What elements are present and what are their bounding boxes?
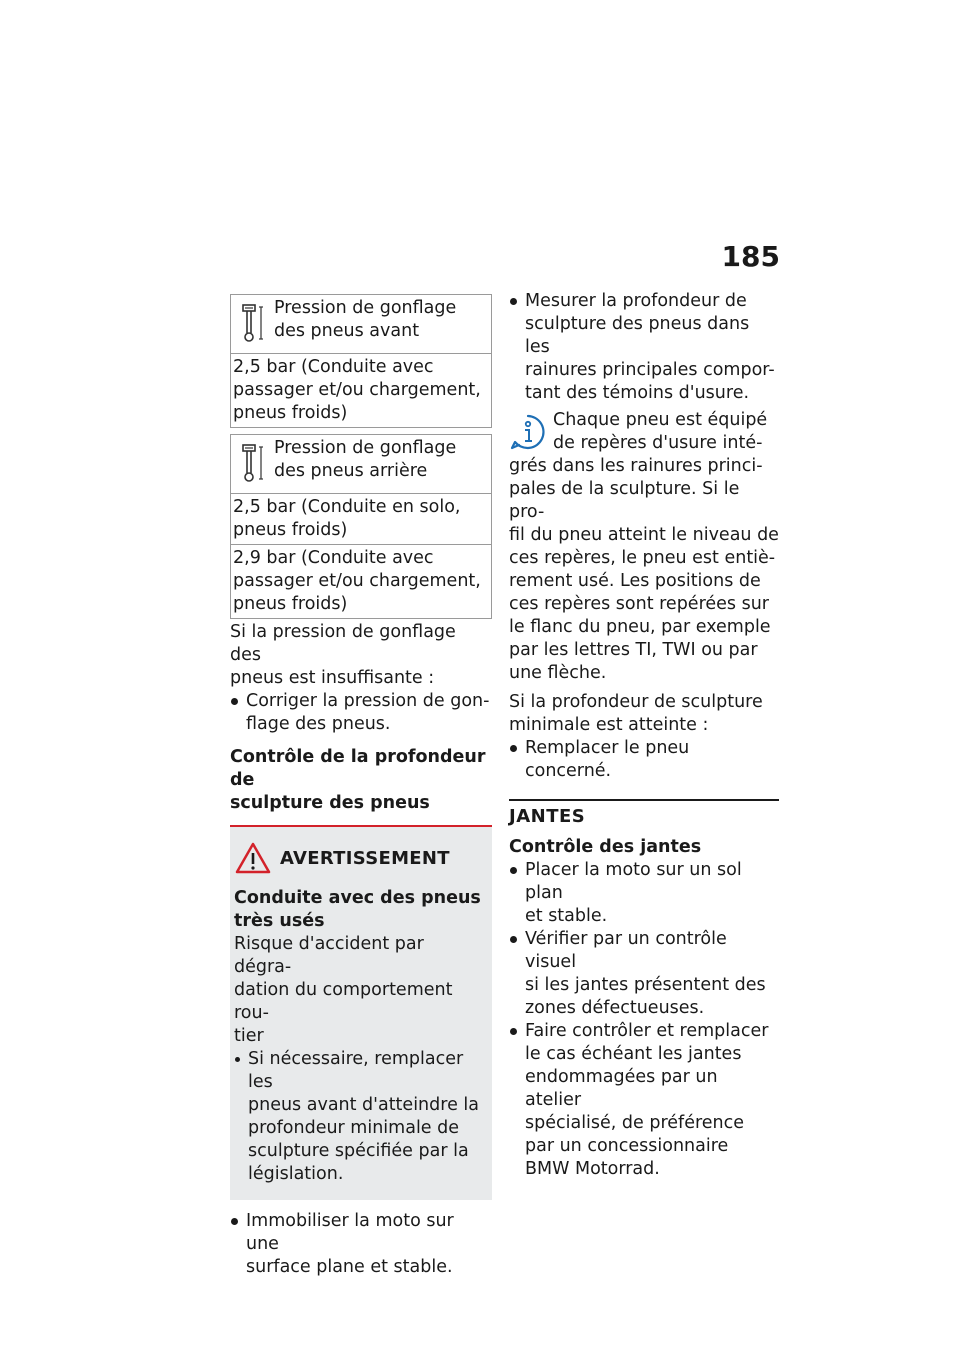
text-line: si les jantes présentent des — [525, 975, 766, 995]
minimum-depth-text — [509, 691, 779, 737]
tire-pressure-gauge-icon — [239, 303, 265, 343]
info-continuation — [509, 455, 779, 685]
sub-heading: Contrôle des jantes — [509, 837, 702, 857]
text-line: Vérifier par un contrôle visuel — [525, 929, 727, 972]
spec-value-line: 2,5 bar (Conduite avec — [233, 357, 434, 377]
text-line: Si la pression de gonflage des — [230, 622, 456, 665]
list-item — [509, 859, 779, 928]
text-line: Corriger la pression de gon- — [246, 691, 490, 711]
text-line: ces repères, le pneu est entiè- — [509, 548, 776, 568]
text-line: Faire contrôler et remplacer — [525, 1021, 769, 1041]
section-divider — [509, 799, 779, 828]
text-line: Immobiliser la moto sur une — [246, 1211, 454, 1254]
spec-value-front — [231, 354, 491, 427]
warning-risk — [234, 933, 482, 1048]
spec-value-line: pneus froids) — [233, 520, 348, 540]
text-line: le flanc du pneu, par exemple — [509, 617, 771, 637]
info-note — [509, 409, 779, 685]
list-item — [230, 690, 492, 736]
text-line: surface plane et stable. — [246, 1257, 453, 1277]
list-item — [509, 1020, 779, 1181]
spec-title-line: Pression de gonflage — [274, 298, 457, 318]
warning-box — [230, 825, 492, 1200]
insufficient-pressure-text — [230, 621, 492, 690]
text-line: endommagées par un atelier — [525, 1067, 718, 1110]
spec-value-line: pneus froids) — [233, 594, 348, 614]
spec-head-rear — [231, 435, 491, 494]
text-line: grés dans les rainures princi- — [509, 456, 763, 476]
spec-value-rear-solo — [231, 494, 491, 544]
list-item — [509, 737, 779, 783]
text-line: sculpture des pneus — [230, 793, 430, 813]
tire-pressure-gauge-icon — [239, 443, 265, 483]
spec-box-front-pressure — [230, 294, 492, 428]
text-line: législation. — [248, 1164, 344, 1184]
text-line: par les lettres TI, TWI ou par — [509, 640, 758, 660]
text-line: Placer la moto sur un sol plan — [525, 860, 742, 903]
warning-title — [234, 887, 482, 933]
spec-title-line: Pression de gonflage — [274, 438, 457, 458]
text-line: de repères d'usure inté- — [553, 433, 763, 453]
text-line: Si la profondeur de sculpture — [509, 692, 763, 712]
text-line: minimale est atteinte : — [509, 715, 709, 735]
spec-value-line: 2,9 bar (Conduite avec — [233, 548, 434, 568]
text-line: très usés — [234, 911, 325, 931]
spec-value-line: pneus froids) — [233, 403, 348, 423]
text-line: Conduite avec des pneus — [234, 888, 481, 908]
spec-box-rear-pressure — [230, 434, 492, 619]
right-column — [509, 290, 779, 1181]
text-line: sculpture des pneus dans les — [525, 314, 750, 357]
text-line: Mesurer la profondeur de — [525, 291, 747, 311]
text-line: spécialisé, de préférence — [525, 1113, 745, 1133]
page-number: 185 — [721, 240, 780, 273]
text-line: rement usé. Les positions de — [509, 571, 761, 591]
text-line: et stable. — [525, 906, 608, 926]
section-title: JANTES — [509, 806, 586, 827]
text-line: pales de la sculpture. Si le pro- — [509, 479, 740, 522]
spec-title-line: des pneus arrière — [274, 461, 428, 481]
list-item — [509, 290, 779, 405]
list-item — [509, 928, 779, 1020]
text-line: sculpture spécifiée par la — [248, 1141, 469, 1161]
spec-title-line: des pneus avant — [274, 321, 420, 341]
spec-value-rear-loaded — [231, 544, 491, 618]
text-line: BMW Motorrad. — [525, 1159, 660, 1179]
warning-action — [234, 1048, 482, 1186]
spec-value-line: passager et/ou chargement, — [233, 380, 481, 400]
text-line: Remplacer le pneu concerné. — [525, 738, 690, 781]
warning-triangle-icon — [234, 841, 272, 875]
text-line: dation du comportement rou- — [234, 980, 453, 1023]
text-line: profondeur minimale de — [248, 1118, 460, 1138]
text-line: Si nécessaire, remplacer les — [248, 1049, 464, 1092]
text-line: ces repères sont repérées sur — [509, 594, 769, 614]
text-line: pneus avant d'atteindre la — [248, 1095, 479, 1115]
info-icon — [509, 413, 547, 451]
text-line: le cas échéant les jantes — [525, 1044, 742, 1064]
section-heading — [230, 746, 492, 815]
left-column — [230, 294, 492, 1279]
warning-header — [234, 841, 482, 875]
text-line: flage des pneus. — [246, 714, 391, 734]
text-line: tant des témoins d'usure. — [525, 383, 750, 403]
text-line: une flèche. — [509, 663, 607, 683]
text-line: pneus est insuffisante : — [230, 668, 435, 688]
text-line: Risque d'accident par dégra- — [234, 934, 424, 977]
text-line: tier — [234, 1026, 264, 1046]
spec-head-front — [231, 295, 491, 354]
text-line: fil du pneu atteint le niveau de — [509, 525, 779, 545]
warning-label: AVERTISSEMENT — [280, 847, 450, 869]
text-line: Contrôle de la profondeur de — [230, 747, 486, 790]
list-item — [230, 1210, 492, 1279]
text-line: par un concessionnaire — [525, 1136, 729, 1156]
spec-value-line: 2,5 bar (Conduite en solo, — [233, 497, 461, 517]
text-line: zones défectueuses. — [525, 998, 705, 1018]
text-line: Chaque pneu est équipé — [553, 410, 768, 430]
spec-value-line: passager et/ou chargement, — [233, 571, 481, 591]
text-line: rainures principales compor- — [525, 360, 775, 380]
